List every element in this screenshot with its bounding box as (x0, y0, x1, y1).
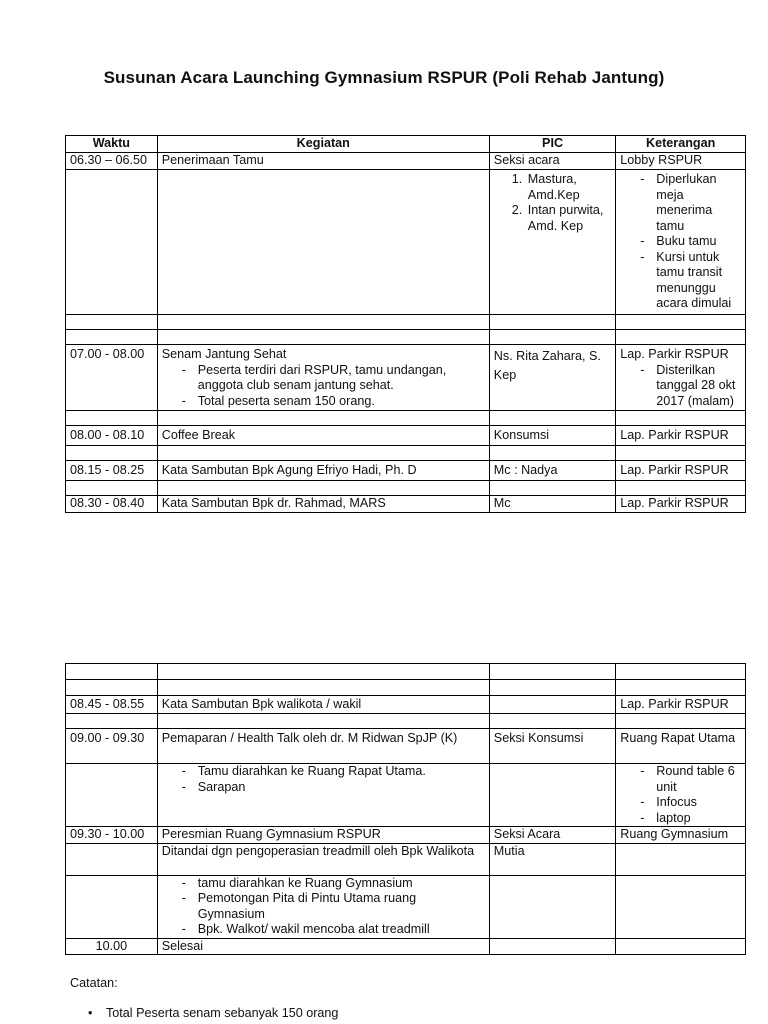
cell-keterangan: Lap. Parkir RSPUR (616, 496, 746, 513)
cell-waktu (66, 764, 158, 827)
list-item: - Kursi untuk tamu transit menunggu acara dimulai (640, 250, 741, 312)
cell-waktu: 09.30 - 10.00 (66, 827, 158, 844)
table-row (66, 729, 746, 764)
notes-item-text: Total Peserta senam sebanyak 150 orang (106, 1006, 339, 1020)
cell-pic (489, 875, 616, 938)
cell-pic (489, 938, 616, 955)
cell-keterangan (616, 345, 746, 411)
list-item: - Diperlukan meja menerima tamu (640, 172, 741, 234)
list-item: - Peserta terdiri dari RSPUR, tamu undangan, anggota club senam jantung sehat. (182, 363, 485, 394)
cell-kegiatan: Pemaparan / Health Talk oleh dr. M Ridwan SpJP (K) (157, 729, 489, 764)
table-row (66, 461, 746, 481)
cell-pic: Seksi Acara (489, 827, 616, 844)
cell-waktu (66, 170, 158, 315)
cell-pic: Ns. Rita Zahara, S. Kep (489, 345, 616, 411)
cell-pic (489, 764, 616, 827)
list-item: 1. Mastura, Amd.Kep (526, 172, 612, 203)
table-row (66, 345, 746, 411)
cell-waktu: 10.00 (66, 938, 158, 955)
cell-keterangan: Lap. Parkir RSPUR (616, 426, 746, 446)
cell-pic: Seksi acara (489, 153, 616, 170)
table-row (66, 843, 746, 875)
table-row-empty (66, 664, 746, 680)
cell-pic: Mc (489, 496, 616, 513)
header-waktu: Waktu (66, 136, 158, 153)
cell-kegiatan (157, 345, 489, 411)
cell-kegiatan: Kata Sambutan Bpk dr. Rahmad, MARS (157, 496, 489, 513)
cell-pic: Mutia (489, 843, 616, 875)
table-row-empty (66, 481, 746, 496)
cell-pic (489, 170, 616, 315)
cell-waktu (66, 843, 158, 875)
list-item: - Tamu diarahkan ke Ruang Rapat Utama. (182, 764, 485, 780)
table-row (66, 827, 746, 844)
cell-kegiatan: Selesai (157, 938, 489, 955)
kegiatan-heading: Senam Jantung Sehat (161, 347, 287, 361)
cell-kegiatan: Penerimaan Tamu (157, 153, 489, 170)
cell-waktu: 07.00 - 08.00 (66, 345, 158, 411)
document-title: Susunan Acara Launching Gymnasium RSPUR (Poli Rehab Jantung) (103, 68, 665, 87)
notes-title: Catatan: (70, 976, 118, 990)
cell-waktu: 08.30 - 08.40 (66, 496, 158, 513)
list-item: - Sarapan (182, 780, 485, 796)
cell-keterangan: Lap. Parkir RSPUR (616, 461, 746, 481)
cell-kegiatan: Peresmian Ruang Gymnasium RSPUR (157, 827, 489, 844)
table-row-empty (66, 714, 746, 729)
schedule-table-2 (65, 663, 746, 955)
cell-kegiatan: Kata Sambutan Bpk Agung Efriyo Hadi, Ph. D (157, 461, 489, 481)
table-header-row (66, 136, 746, 153)
cell-pic: Mc : Nadya (489, 461, 616, 481)
cell-waktu (66, 875, 158, 938)
cell-kegiatan (157, 764, 489, 827)
cell-keterangan (616, 843, 746, 875)
list-item: 2. Intan purwita, Amd. Kep (526, 203, 612, 234)
cell-waktu: 08.00 - 08.10 (66, 426, 158, 446)
list-item: - Round table 6 unit (640, 764, 741, 795)
table-row (66, 764, 746, 827)
header-kegiatan: Kegiatan (157, 136, 489, 153)
cell-keterangan: Lap. Parkir RSPUR (616, 696, 746, 714)
pic-list (494, 172, 612, 234)
cell-kegiatan: Coffee Break (157, 426, 489, 446)
table-row-empty (66, 315, 746, 330)
keterangan-list (620, 172, 741, 312)
cell-waktu: 06.30 – 06.50 (66, 153, 158, 170)
keterangan-list (620, 363, 741, 410)
table-row (66, 170, 746, 315)
cell-keterangan: Ruang Rapat Utama (616, 729, 746, 764)
table-row (66, 153, 746, 170)
cell-keterangan (616, 764, 746, 827)
keterangan-list (620, 764, 741, 826)
list-item: - Buku tamu (640, 234, 741, 250)
cell-kegiatan: Kata Sambutan Bpk walikota / wakil (157, 696, 489, 714)
notes-item (88, 1006, 338, 1020)
table-row (66, 426, 746, 446)
kegiatan-list (162, 363, 485, 410)
cell-keterangan: Ruang Gymnasium (616, 827, 746, 844)
cell-keterangan (616, 170, 746, 315)
cell-kegiatan (157, 875, 489, 938)
table-row-empty (66, 411, 746, 426)
table-row-empty (66, 330, 746, 345)
list-item: - laptop (640, 811, 741, 827)
cell-waktu: 09.00 - 09.30 (66, 729, 158, 764)
list-item: - tamu diarahkan ke Ruang Gymnasium (182, 876, 485, 892)
schedule-table-1 (65, 135, 746, 513)
table-row (66, 696, 746, 714)
table-row-empty (66, 680, 746, 696)
cell-pic (489, 696, 616, 714)
cell-keterangan (616, 938, 746, 955)
list-item: - Bpk. Walkot/ wakil mencoba alat treadmill (182, 922, 485, 938)
cell-kegiatan: Ditandai dgn pengoperasian treadmill oleh Bpk Walikota (157, 843, 489, 875)
kegiatan-list (162, 764, 485, 795)
list-item: - Pemotongan Pita di Pintu Utama ruang Gymnasium (182, 891, 485, 922)
cell-keterangan (616, 875, 746, 938)
table-row (66, 496, 746, 513)
bullet-icon: • (88, 1006, 93, 1020)
table-row-empty (66, 446, 746, 461)
kegiatan-list (162, 876, 485, 938)
header-pic: PIC (489, 136, 616, 153)
cell-pic: Konsumsi (489, 426, 616, 446)
table-row (66, 938, 746, 955)
cell-pic: Seksi Konsumsi (489, 729, 616, 764)
table-row (66, 875, 746, 938)
cell-kegiatan (157, 170, 489, 315)
cell-waktu: 08.45 - 08.55 (66, 696, 158, 714)
cell-waktu: 08.15 - 08.25 (66, 461, 158, 481)
header-keterangan: Keterangan (616, 136, 746, 153)
cell-keterangan: Lobby RSPUR (616, 153, 746, 170)
list-item: - Disterilkan tanggal 28 okt 2017 (malam) (640, 363, 741, 410)
list-item: - Total peserta senam 150 orang. (182, 394, 485, 410)
keterangan-heading: Lap. Parkir RSPUR (620, 347, 729, 361)
list-item: - Infocus (640, 795, 741, 811)
